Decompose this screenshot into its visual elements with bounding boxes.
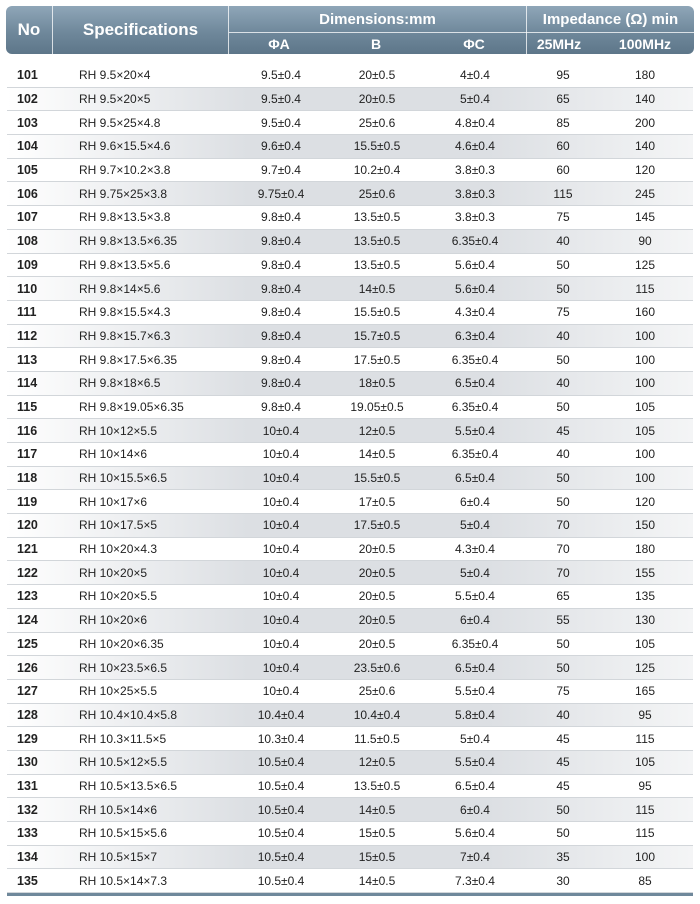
row-dim-b: 15.5±0.5 — [353, 305, 401, 320]
row-dim-b: 14±0.5 — [358, 447, 396, 462]
row-specification: RH 9.8×14×5.6 — [79, 281, 161, 296]
row-dim-b: 17±0.5 — [358, 494, 396, 509]
row-number: 117 — [17, 447, 38, 462]
table-row — [7, 798, 693, 822]
table-row — [7, 704, 693, 728]
row-impedance-100mhz: 160 — [634, 305, 656, 320]
row-dim-a: 10±0.4 — [262, 518, 300, 533]
row-dim-a: 9.8±0.4 — [261, 376, 301, 391]
row-specification: RH 10×20×4.3 — [79, 542, 158, 557]
row-dim-c: 3.8±0.3 — [455, 210, 495, 225]
row-dim-b: 14±0.5 — [358, 802, 396, 817]
row-number: 112 — [17, 328, 38, 343]
row-impedance-100mhz: 100 — [634, 471, 656, 486]
table-row — [7, 301, 693, 325]
row-number: 126 — [17, 660, 38, 675]
row-dim-c: 3.8±0.3 — [455, 163, 495, 178]
row-dim-a: 10.5±0.4 — [257, 826, 305, 841]
row-dim-c: 7±0.4 — [460, 850, 490, 865]
row-specification: RH 10.5×14×7.3 — [79, 873, 168, 888]
row-dim-c: 6.35±0.4 — [451, 399, 499, 414]
row-impedance-25mhz: 50 — [556, 352, 570, 367]
row-number: 121 — [17, 542, 38, 557]
row-specification: RH 10×20×5.5 — [79, 589, 158, 604]
row-impedance-25mhz: 65 — [556, 589, 570, 604]
row-dim-c: 6±0.4 — [460, 802, 490, 817]
row-impedance-100mhz: 105 — [634, 423, 656, 438]
row-specification: RH 9.5×20×5 — [79, 92, 151, 107]
table-row — [7, 514, 693, 538]
row-dim-c: 5.6±0.4 — [455, 281, 495, 296]
table-bottom-rule — [7, 893, 693, 896]
row-specification: RH 9.8×13.5×6.35 — [79, 234, 178, 249]
row-specification: RH 10.5×15×5.6 — [79, 826, 168, 841]
table-row — [7, 277, 693, 301]
row-impedance-100mhz: 130 — [634, 613, 656, 628]
row-dim-a: 10±0.4 — [262, 565, 300, 580]
row-dim-b: 25±0.6 — [358, 186, 396, 201]
row-dim-b: 14±0.5 — [358, 873, 396, 888]
row-specification: RH 10×20×5 — [79, 565, 148, 580]
row-number: 134 — [17, 850, 38, 865]
table-row — [7, 656, 693, 680]
row-dim-c: 4.6±0.4 — [455, 139, 495, 154]
row-impedance-100mhz: 115 — [635, 802, 655, 817]
header-col-c: ΦC — [463, 35, 485, 52]
row-impedance-25mhz: 50 — [556, 471, 570, 486]
row-number: 118 — [17, 471, 38, 486]
row-dim-c: 6.5±0.4 — [455, 778, 495, 793]
row-specification: RH 9.75×25×3.8 — [79, 186, 168, 201]
row-impedance-100mhz: 100 — [634, 352, 656, 367]
row-dim-c: 6.35±0.4 — [451, 352, 499, 367]
row-dim-a: 10±0.4 — [262, 684, 300, 699]
row-dim-a: 9.5±0.4 — [261, 68, 301, 83]
row-dim-c: 5±0.4 — [460, 518, 490, 533]
row-number: 107 — [17, 210, 38, 225]
header-dimensions: Dimensions:mm — [319, 10, 436, 28]
table-row — [7, 159, 693, 183]
table-row — [7, 206, 693, 230]
row-specification: RH 10.5×14×6 — [79, 802, 158, 817]
table-header — [6, 6, 694, 54]
row-impedance-25mhz: 40 — [556, 447, 570, 462]
row-specification: RH 10×17.5×5 — [79, 518, 158, 533]
row-dim-a: 10.5±0.4 — [257, 802, 305, 817]
row-number: 106 — [17, 186, 38, 201]
table-row — [7, 182, 693, 206]
row-dim-b: 11.5±0.5 — [354, 731, 400, 746]
row-dim-a: 9.5±0.4 — [261, 92, 301, 107]
row-impedance-100mhz: 155 — [634, 565, 656, 580]
table-row — [7, 372, 693, 396]
row-impedance-25mhz: 35 — [556, 850, 570, 865]
row-impedance-100mhz: 120 — [634, 494, 656, 509]
row-impedance-100mhz: 105 — [634, 636, 656, 651]
row-dim-a: 10.5±0.4 — [257, 850, 305, 865]
row-dim-a: 9.5±0.4 — [261, 115, 301, 130]
row-dim-b: 20±0.5 — [358, 589, 396, 604]
row-dim-b: 15.5±0.5 — [353, 139, 401, 154]
row-specification: RH 9.8×17.5×6.35 — [79, 352, 178, 367]
row-dim-c: 6±0.4 — [460, 494, 490, 509]
row-number: 108 — [17, 234, 38, 249]
row-dim-c: 4.8±0.4 — [455, 115, 495, 130]
row-specification: RH 9.8×18×6.5 — [79, 376, 161, 391]
row-specification: RH 10.3×11.5×5 — [79, 731, 167, 746]
table-row — [7, 230, 693, 254]
row-impedance-25mhz: 45 — [556, 778, 570, 793]
row-dim-c: 6.35±0.4 — [451, 636, 499, 651]
row-dim-a: 10±0.4 — [262, 447, 300, 462]
row-number: 109 — [17, 257, 38, 272]
table-row — [7, 561, 693, 585]
row-dim-c: 5.6±0.4 — [455, 257, 495, 272]
row-dim-a: 10.5±0.4 — [257, 873, 305, 888]
row-dim-a: 9.8±0.4 — [261, 281, 301, 296]
row-dim-b: 23.5±0.6 — [353, 660, 401, 675]
table-row — [7, 633, 693, 657]
row-dim-a: 10.3±0.4 — [257, 731, 305, 746]
row-dim-a: 10.5±0.4 — [257, 778, 305, 793]
row-dim-b: 15.5±0.5 — [353, 471, 401, 486]
table-row — [7, 325, 693, 349]
row-impedance-25mhz: 70 — [556, 565, 570, 580]
row-dim-a: 10±0.4 — [262, 494, 300, 509]
row-impedance-100mhz: 120 — [634, 163, 656, 178]
row-dim-b: 20±0.5 — [358, 565, 396, 580]
row-number: 130 — [17, 755, 38, 770]
header-col-b: B — [370, 35, 382, 52]
row-impedance-100mhz: 180 — [634, 68, 656, 83]
row-impedance-25mhz: 50 — [556, 826, 570, 841]
row-impedance-25mhz: 30 — [556, 873, 570, 888]
row-number: 115 — [17, 399, 38, 414]
row-impedance-100mhz: 115 — [635, 731, 655, 746]
row-impedance-100mhz: 200 — [634, 115, 656, 130]
header-col-25mhz: 25MHz — [536, 35, 582, 52]
row-dim-b: 20±0.5 — [358, 542, 396, 557]
table-row — [7, 490, 693, 514]
row-impedance-100mhz: 85 — [638, 873, 652, 888]
row-number: 128 — [17, 707, 38, 722]
header-impedance: Impedance (Ω) min — [542, 10, 679, 28]
row-dim-b: 20±0.5 — [358, 92, 396, 107]
row-dim-a: 10±0.4 — [262, 636, 300, 651]
row-dim-b: 20±0.5 — [358, 68, 396, 83]
row-dim-a: 9.8±0.4 — [261, 257, 301, 272]
row-dim-a: 9.75±0.4 — [257, 186, 305, 201]
row-dim-b: 20±0.5 — [358, 636, 396, 651]
table-row — [7, 111, 693, 135]
header-col-a: ΦA — [268, 35, 290, 52]
row-impedance-100mhz: 115 — [635, 281, 655, 296]
row-specification: RH 9.8×15.5×4.3 — [79, 305, 171, 320]
row-dim-c: 6.3±0.4 — [455, 328, 495, 343]
row-impedance-25mhz: 55 — [556, 613, 570, 628]
row-impedance-25mhz: 70 — [556, 518, 570, 533]
row-dim-a: 9.8±0.4 — [261, 352, 301, 367]
table-row — [7, 775, 693, 799]
row-impedance-25mhz: 50 — [556, 281, 570, 296]
row-number: 122 — [17, 565, 38, 580]
table-row — [7, 64, 693, 88]
row-number: 110 — [17, 281, 38, 296]
row-dim-a: 10±0.4 — [262, 660, 300, 675]
row-impedance-100mhz: 100 — [634, 328, 656, 343]
row-dim-c: 5.5±0.4 — [455, 755, 495, 770]
table-row — [7, 443, 693, 467]
table-row — [7, 419, 693, 443]
row-impedance-100mhz: 180 — [634, 542, 656, 557]
row-dim-b: 13.5±0.5 — [353, 257, 401, 272]
row-number: 104 — [17, 139, 38, 154]
row-dim-b: 19.05±0.5 — [350, 399, 404, 414]
row-specification: RH 10×20×6.35 — [79, 636, 164, 651]
row-number: 102 — [17, 92, 38, 107]
row-impedance-100mhz: 95 — [638, 778, 652, 793]
row-dim-a: 10±0.4 — [262, 471, 300, 486]
row-number: 120 — [17, 518, 38, 533]
row-number: 133 — [17, 826, 38, 841]
row-impedance-25mhz: 95 — [556, 68, 570, 83]
table-row — [7, 135, 693, 159]
row-dim-b: 20±0.5 — [358, 613, 396, 628]
row-impedance-25mhz: 65 — [556, 92, 570, 107]
row-dim-a: 9.7±0.4 — [261, 163, 301, 178]
table-row — [7, 467, 693, 491]
table-row — [7, 88, 693, 112]
row-impedance-100mhz: 105 — [634, 399, 656, 414]
table-row — [7, 538, 693, 562]
row-dim-c: 5.8±0.4 — [455, 707, 495, 722]
row-dim-c: 4±0.4 — [460, 68, 490, 83]
row-dim-b: 15±0.5 — [358, 826, 396, 841]
table-row — [7, 822, 693, 846]
row-impedance-100mhz: 135 — [634, 589, 656, 604]
row-impedance-25mhz: 70 — [556, 542, 570, 557]
row-impedance-100mhz: 245 — [634, 186, 656, 201]
row-dim-a: 10±0.4 — [262, 589, 300, 604]
row-specification: RH 10×20×6 — [79, 613, 148, 628]
row-impedance-25mhz: 75 — [556, 684, 570, 699]
row-impedance-25mhz: 50 — [556, 257, 570, 272]
row-dim-a: 10±0.4 — [262, 542, 300, 557]
row-number: 123 — [17, 589, 38, 604]
row-number: 125 — [17, 636, 38, 651]
row-impedance-100mhz: 125 — [634, 660, 656, 675]
row-impedance-25mhz: 45 — [556, 731, 570, 746]
row-number: 103 — [17, 115, 38, 130]
row-number: 105 — [17, 163, 38, 178]
row-specification: RH 10×17×6 — [79, 494, 148, 509]
row-dim-c: 5±0.4 — [460, 565, 490, 580]
row-impedance-25mhz: 75 — [556, 210, 570, 225]
row-dim-c: 6.35±0.4 — [451, 234, 499, 249]
row-dim-c: 5.6±0.4 — [455, 826, 495, 841]
row-impedance-100mhz: 140 — [634, 92, 656, 107]
row-dim-c: 4.3±0.4 — [455, 542, 495, 557]
row-impedance-25mhz: 40 — [556, 707, 570, 722]
row-dim-a: 10±0.4 — [262, 423, 300, 438]
row-dim-b: 14±0.5 — [358, 281, 396, 296]
header-specifications: Specifications — [82, 20, 199, 39]
row-dim-c: 5±0.4 — [460, 92, 490, 107]
row-impedance-25mhz: 115 — [553, 186, 573, 201]
row-dim-c: 5.5±0.4 — [455, 684, 495, 699]
row-specification: RH 9.8×15.7×6.3 — [79, 328, 171, 343]
table-row — [7, 846, 693, 870]
row-impedance-100mhz: 100 — [634, 376, 656, 391]
row-number: 129 — [17, 731, 38, 746]
row-impedance-100mhz: 145 — [634, 210, 656, 225]
row-dim-b: 15.7±0.5 — [353, 328, 401, 343]
table-row — [7, 727, 693, 751]
table-row — [7, 254, 693, 278]
row-dim-b: 12±0.5 — [358, 755, 396, 770]
row-dim-a: 10.4±0.4 — [257, 707, 305, 722]
row-dim-b: 15±0.5 — [358, 850, 396, 865]
row-dim-c: 6.5±0.4 — [455, 376, 495, 391]
row-impedance-25mhz: 50 — [556, 636, 570, 651]
row-dim-b: 13.5±0.5 — [353, 210, 401, 225]
row-impedance-100mhz: 140 — [634, 139, 656, 154]
row-number: 113 — [17, 352, 38, 367]
row-impedance-100mhz: 105 — [634, 755, 656, 770]
row-dim-b: 25±0.6 — [358, 115, 396, 130]
row-dim-a: 9.8±0.4 — [261, 305, 301, 320]
row-impedance-100mhz: 115 — [635, 826, 655, 841]
row-specification: RH 10.5×15×7 — [79, 850, 158, 865]
row-dim-a: 9.8±0.4 — [261, 399, 301, 414]
row-impedance-25mhz: 85 — [556, 115, 570, 130]
row-impedance-25mhz: 50 — [556, 660, 570, 675]
row-dim-b: 25±0.6 — [358, 684, 396, 699]
header-no: No — [17, 20, 41, 39]
row-specification: RH 10×23.5×6.5 — [79, 660, 168, 675]
row-impedance-25mhz: 45 — [556, 755, 570, 770]
row-number: 114 — [17, 376, 38, 391]
row-dim-c: 6.5±0.4 — [455, 660, 495, 675]
table-row — [7, 585, 693, 609]
row-dim-a: 10.5±0.4 — [257, 755, 305, 770]
row-specification: RH 10.4×10.4×5.8 — [79, 707, 178, 722]
row-impedance-100mhz: 150 — [634, 518, 656, 533]
row-specification: RH 9.8×13.5×5.6 — [79, 257, 171, 272]
row-dim-c: 5±0.4 — [460, 731, 490, 746]
row-impedance-25mhz: 60 — [556, 139, 570, 154]
row-impedance-25mhz: 75 — [556, 305, 570, 320]
table-row — [7, 680, 693, 704]
row-number: 135 — [17, 873, 38, 888]
row-dim-b: 17.5±0.5 — [353, 352, 401, 367]
row-dim-b: 17.5±0.5 — [353, 518, 401, 533]
row-impedance-25mhz: 40 — [556, 328, 570, 343]
row-specification: RH 10.5×12×5.5 — [79, 755, 168, 770]
row-dim-a: 9.8±0.4 — [261, 328, 301, 343]
table-row — [7, 751, 693, 775]
row-specification: RH 10×25×5.5 — [79, 684, 158, 699]
row-number: 111 — [17, 305, 37, 320]
row-dim-c: 4.3±0.4 — [455, 305, 495, 320]
row-dim-a: 9.8±0.4 — [261, 210, 301, 225]
row-dim-b: 10.4±0.4 — [353, 707, 401, 722]
row-specification: RH 9.5×25×4.8 — [79, 115, 161, 130]
row-number: 124 — [17, 613, 38, 628]
row-dim-b: 13.5±0.5 — [353, 778, 401, 793]
table-row — [7, 348, 693, 372]
row-impedance-100mhz: 90 — [638, 234, 652, 249]
row-dim-c: 3.8±0.3 — [455, 186, 495, 201]
row-impedance-100mhz: 165 — [634, 684, 656, 699]
row-specification: RH 10×12×5.5 — [79, 423, 158, 438]
row-dim-c: 5.5±0.4 — [455, 423, 495, 438]
row-specification: RH 9.5×20×4 — [79, 68, 151, 83]
row-impedance-100mhz: 100 — [634, 850, 656, 865]
row-impedance-25mhz: 50 — [556, 494, 570, 509]
table-row — [7, 869, 693, 893]
row-impedance-25mhz: 40 — [556, 376, 570, 391]
row-impedance-100mhz: 125 — [634, 257, 656, 272]
row-number: 119 — [17, 494, 38, 509]
row-impedance-25mhz: 40 — [556, 234, 570, 249]
row-dim-c: 6±0.4 — [460, 613, 490, 628]
table-row — [7, 396, 693, 420]
row-number: 132 — [17, 802, 38, 817]
row-number: 131 — [17, 778, 38, 793]
row-specification: RH 9.8×13.5×3.8 — [79, 210, 171, 225]
row-number: 116 — [17, 423, 38, 438]
row-specification: RH 9.7×10.2×3.8 — [79, 163, 171, 178]
row-dim-a: 10±0.4 — [262, 613, 300, 628]
row-number: 127 — [17, 684, 38, 699]
row-dim-a: 9.6±0.4 — [261, 139, 301, 154]
row-dim-c: 6.35±0.4 — [451, 447, 499, 462]
row-impedance-100mhz: 95 — [638, 707, 652, 722]
header-col-100mhz: 100MHz — [618, 35, 672, 52]
row-dim-c: 6.5±0.4 — [455, 471, 495, 486]
row-impedance-100mhz: 100 — [634, 447, 656, 462]
row-dim-b: 13.5±0.5 — [353, 234, 401, 249]
row-specification: RH 10.5×13.5×6.5 — [79, 778, 178, 793]
row-specification: RH 10×14×6 — [79, 447, 148, 462]
row-dim-b: 10.2±0.4 — [353, 163, 401, 178]
row-specification: RH 10×15.5×6.5 — [79, 471, 168, 486]
table-body — [7, 64, 693, 893]
row-specification: RH 9.8×19.05×6.35 — [79, 399, 184, 414]
row-number: 101 — [17, 68, 38, 83]
table-row — [7, 609, 693, 633]
row-impedance-25mhz: 50 — [556, 399, 570, 414]
row-impedance-25mhz: 45 — [556, 423, 570, 438]
row-impedance-25mhz: 50 — [556, 802, 570, 817]
row-dim-c: 5.5±0.4 — [455, 589, 495, 604]
row-dim-a: 9.8±0.4 — [261, 234, 301, 249]
row-dim-b: 18±0.5 — [358, 376, 396, 391]
row-dim-c: 7.3±0.4 — [455, 873, 495, 888]
row-dim-b: 12±0.5 — [358, 423, 396, 438]
row-impedance-25mhz: 60 — [556, 163, 570, 178]
row-specification: RH 9.6×15.5×4.6 — [79, 139, 171, 154]
